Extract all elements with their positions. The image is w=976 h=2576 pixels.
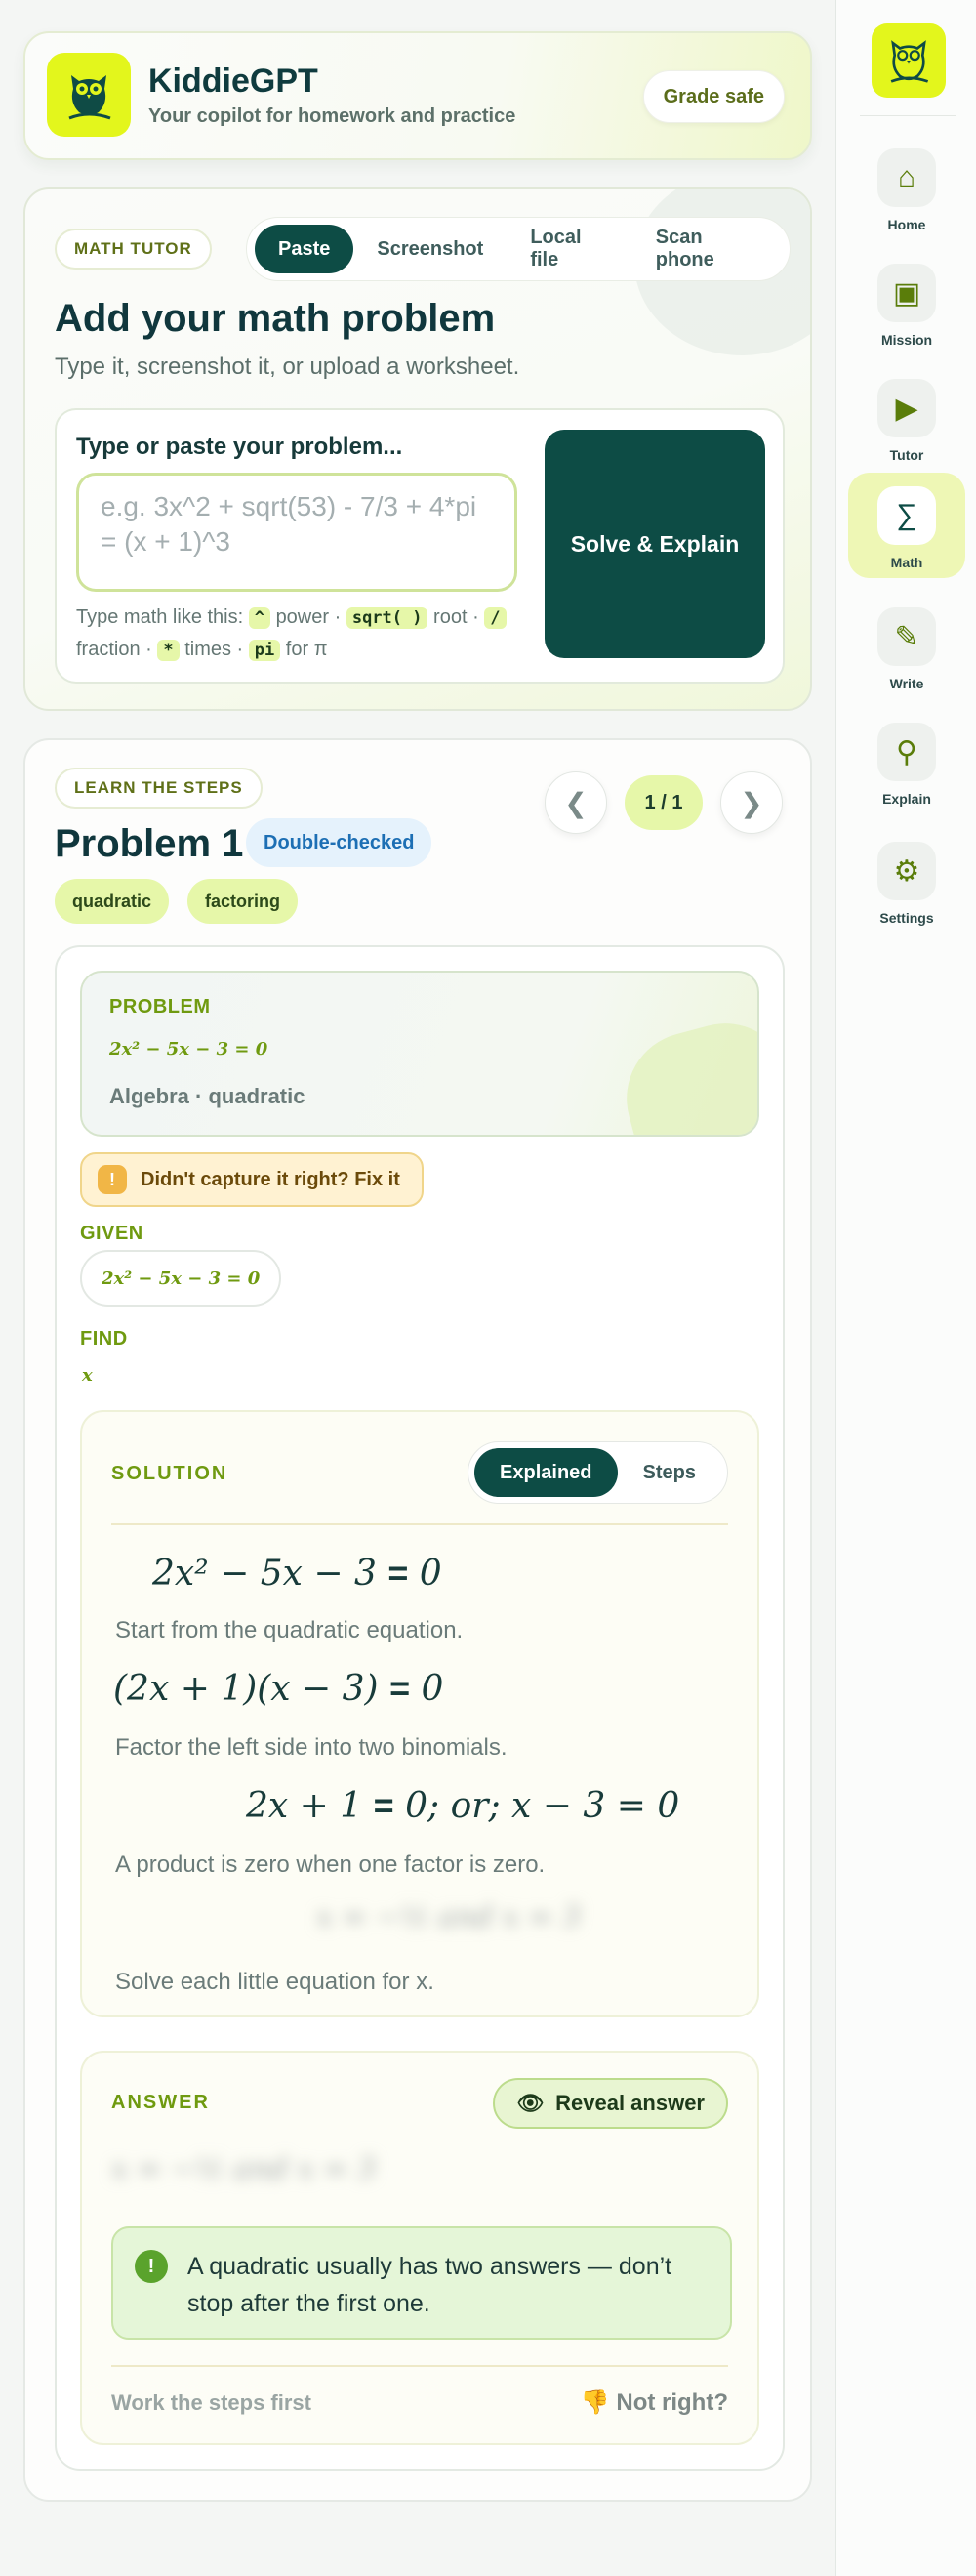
step-3-equation [246,1785,679,1826]
hint-text-root: root · [433,606,479,628]
learn-steps-card [23,738,812,2502]
step-2-rhs: 0 [421,1669,444,1709]
hint-code-power: ^ [249,607,270,629]
problem-field-label: Type or paste your problem... [76,434,403,460]
nav-label-mission: Mission [880,332,933,348]
not-right-label: Not right? [616,2389,728,2416]
play-icon: ▶ [877,379,936,437]
problem-input[interactable] [76,473,517,592]
tab-local-file[interactable]: Local file [530,227,582,270]
divider [111,2365,728,2367]
input-mode-tabs [246,217,791,281]
solution-mode-toggle [468,1441,728,1504]
mode-steps[interactable]: Steps [642,1461,696,1483]
warning-icon: ! [98,1165,127,1194]
step-1-lhs: 2x² − 5x − 3 [152,1554,377,1594]
step-2-lhs: (2x + 1)(x − 3) [113,1669,379,1709]
nav-label-tutor: Tutor [889,447,924,463]
tip-text: A quadratic usually has two answers — don’t stop after the first one. [187,2253,672,2317]
hint-text-power: power · [275,606,342,628]
step-3-eq: = [373,1785,394,1825]
step-2-eq: = [389,1668,411,1708]
problem-equation: 2x² − 5x − 3 = 0 [109,1039,268,1059]
search-icon: ⚲ [877,723,936,781]
step-3-lhs: 2x + 1 [246,1786,363,1826]
page-subtitle: Type it, screenshot it, or upload a worksheet. [55,353,520,380]
step-1-eq: = [387,1553,409,1593]
nav-item-home[interactable] [848,135,965,242]
tab-paste[interactable]: Paste [255,225,353,273]
step-2-explanation: Factor the left side into two binomials. [115,1734,508,1761]
tab-scan-phone[interactable]: Scan phone [655,227,714,270]
solution-panel [80,1410,759,2017]
syntax-hint [76,602,525,666]
nav-label-explain: Explain [882,791,931,807]
gear-icon: ⚙ [877,842,936,900]
step-2-equation [113,1668,443,1709]
nav-label-write: Write [889,676,924,691]
not-right-button[interactable] [581,2389,728,2417]
hint-text-fraction: fraction · [76,639,152,660]
problem-input-card [23,187,812,711]
math-tutor-label: MATH TUTOR [55,229,212,270]
solve-explain-button[interactable]: Solve & Explain [545,430,765,658]
info-icon: ! [135,2250,168,2283]
nav-rail [835,0,976,2576]
chevron-left-icon: ❮ [564,787,588,818]
given-equation: 2x² − 5x − 3 = 0 [80,1250,281,1307]
step-4-equation-hidden: x = −½ and x = 3 [316,1900,582,1934]
nav-item-tutor[interactable] [848,365,965,473]
step-3-explanation: A product is zero when one factor is zero. [115,1851,546,1878]
work-steps-first-text: Work the steps first [111,2390,311,2415]
nav-item-explain[interactable] [848,709,965,816]
nav-label-home: Home [887,217,926,232]
nav-item-settings[interactable] [848,828,965,935]
hint-code-pi: pi [249,640,280,661]
rail-divider [860,115,956,116]
eye-icon: 👁 [516,2091,545,2115]
nav-item-math[interactable] [848,473,965,578]
tab-screenshot[interactable]: Screenshot [377,237,484,260]
given-label: GIVEN [80,1223,143,1244]
step-4-explanation: Solve each little equation for x. [115,1969,434,1995]
answer-value-hidden: x = −½ and x = 3 [111,2152,377,2186]
hint-text-times: times · [184,639,244,660]
reveal-answer-label: Reveal answer [555,2091,705,2115]
chevron-right-icon: ❯ [740,787,763,818]
nav-item-write[interactable] [848,594,965,701]
mode-explained[interactable]: Explained [474,1448,617,1497]
app-title: KiddieGPT [148,62,318,100]
hint-code-times: * [157,640,179,661]
hint-code-fraction: / [484,607,506,629]
hint-code-root: sqrt( ) [346,607,428,629]
pencil-icon: ✎ [877,607,936,666]
answer-panel [80,2051,759,2445]
step-1-explanation: Start from the quadratic equation. [115,1617,464,1643]
problem-entry-panel [55,408,785,684]
page-title: Add your math problem [55,297,496,340]
app-subtitle: Your copilot for homework and practice [148,105,516,127]
app-header [23,31,812,160]
decorative-blob [612,1009,759,1137]
double-checked-badge: Double-checked [246,818,431,867]
rail-owl-logo[interactable] [872,23,946,98]
home-icon: ⌂ [877,148,936,207]
tag-quadratic[interactable]: quadratic [55,879,169,924]
problem-counter: 1 / 1 [625,775,703,830]
sigma-icon: ∑ [877,486,936,545]
nav-item-mission[interactable] [848,250,965,357]
mission-icon: ▣ [877,264,936,322]
prev-problem-button[interactable] [545,771,607,834]
learn-steps-label: LEARN THE STEPS [55,768,263,809]
reveal-answer-button[interactable] [493,2078,728,2129]
problem-label: PROBLEM [109,996,211,1018]
hint-prefix: Type math like this: [76,606,244,628]
solution-label: SOLUTION [111,1463,228,1484]
nav-label-settings: Settings [879,910,934,926]
problem-summary [80,971,759,1137]
step-1-rhs: 0 [419,1554,442,1594]
problem-title: Problem 1 [55,822,244,865]
fix-capture-label: Didn't capture it right? Fix it [141,1168,400,1190]
find-label: FIND [80,1328,128,1350]
step-3-rhs: 0; or; x − 3 = 0 [405,1786,680,1826]
find-value: x [82,1365,93,1386]
solution-walkthrough [55,945,785,2471]
grade-safe-badge[interactable]: Grade safe [643,70,785,123]
next-problem-button[interactable] [720,771,783,834]
answer-label: ANSWER [111,2092,210,2113]
owl-icon [47,53,131,137]
divider [111,1523,728,1525]
tag-factoring[interactable]: factoring [187,879,298,924]
hint-text-pi: for π [285,639,328,660]
fix-capture-button[interactable] [80,1152,424,1207]
step-1-equation [152,1553,442,1594]
answer-tip [111,2226,732,2340]
nav-label-math: Math [890,555,923,570]
thumbs-down-icon: 👎 [580,2389,610,2416]
problem-meta: Algebra · quadratic [109,1084,305,1108]
